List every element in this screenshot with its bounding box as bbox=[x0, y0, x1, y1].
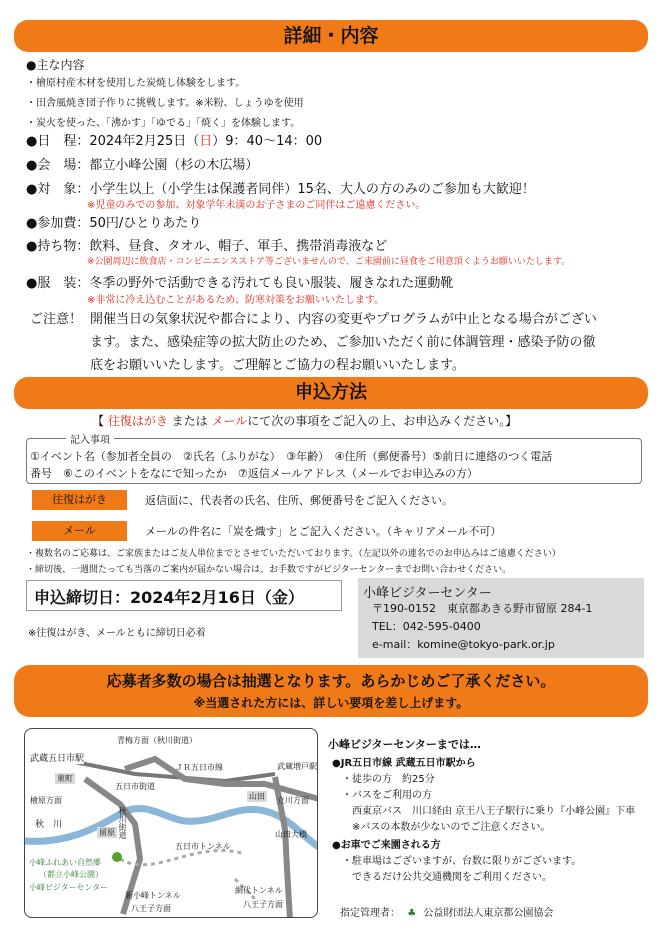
map-label-yamada-bridge: 山田大橋 bbox=[275, 830, 307, 839]
deadline-note: ※往復はがき、メールともに締切日必着 bbox=[28, 628, 206, 639]
map-label-oume: 青梅方面（秋川街道） bbox=[117, 736, 197, 745]
target-note: ※児童のみでの参加、対象学年未満のお子さまのご同伴はご遠慮ください。 bbox=[87, 200, 426, 211]
notice-line-2: ます。また、感染症等の拡大防止のため、ご参加いただく前に体調管理・感染予防の徹 bbox=[90, 335, 596, 350]
apply-note-2: ・締切後、一週間たっても当落のご案内が届かない場合は、お手数ですがビジターセンターまでお問い合わせください。 bbox=[26, 565, 512, 575]
apply-title: 申込方法 bbox=[295, 382, 367, 403]
intro-postcard: 往復はがき bbox=[107, 414, 168, 428]
intro-post: にて次の事項をご記入の上、お申込みください。】 bbox=[247, 414, 518, 428]
access-walk: ・徒歩の方 約25分 bbox=[342, 774, 435, 785]
map-label-itsukaichi-kaido: 五日市街道 bbox=[115, 782, 155, 791]
details-header bbox=[14, 20, 648, 52]
access-title: 小峰ビジターセンターまでは… bbox=[328, 738, 481, 751]
clothes-value: 冬季の野外で活動できる汚れても良い服装、履きなれた運動靴 bbox=[89, 276, 454, 291]
mail-label: メール bbox=[32, 521, 127, 541]
target-label: ●対 象： bbox=[26, 182, 90, 197]
access-bus: ・バスをご利用の方 bbox=[342, 790, 432, 801]
contact-tel: TEL：042-595-0400 bbox=[372, 620, 481, 633]
target-row bbox=[26, 178, 535, 197]
map-label-itsukaichi-station: 武蔵五日市駅 bbox=[30, 751, 84, 764]
fields-line-1: ①イベント名（参加者全員の ②氏名（ふりがな） ③年齢） ④住所（郵便番号）⑤前日に連絡のつく電話 bbox=[30, 450, 553, 463]
map-label-jr-line: ＪＲ五日市線 bbox=[175, 763, 223, 772]
fields-title: 記入事項 bbox=[66, 431, 114, 446]
intro-bracket-open: 【 bbox=[92, 414, 108, 428]
venue-row bbox=[26, 154, 258, 173]
map-label-itsukaichi-tunnel: 五日市トンネル bbox=[175, 842, 231, 851]
target-value: 小学生以上（小学生は保護者同伴）15名、大人の方のみのご参加も大歓迎！ bbox=[89, 182, 535, 197]
date-label: ●日 程： bbox=[26, 134, 90, 149]
belongings-row bbox=[26, 235, 387, 254]
main-item-1: ・檜原村産木材を使用した炭焼し体験をします。 bbox=[26, 78, 246, 89]
apply-header bbox=[14, 377, 648, 409]
access-car-line-2: できるだけ公共交通機関をご利用ください。 bbox=[352, 872, 552, 883]
map-label-hachioji-1: 八王子方面 bbox=[131, 904, 171, 913]
lottery-title: 応募者多数の場合は抽選となります。あらかじめご了承ください。 bbox=[106, 672, 556, 690]
venue-value: 都立小峰公園（杉の木広場） bbox=[89, 158, 259, 173]
fee-row bbox=[26, 212, 201, 231]
contact-address: 〒190-0152 東京都あきる野市留原 284-1 bbox=[372, 602, 593, 615]
map-label-higashimachi: 東町 bbox=[57, 774, 73, 783]
manager-row bbox=[340, 904, 553, 919]
notice-line-1: 開催当日の気象状況や都合により、内容の変更やプログラムが中止となる場合がござい bbox=[90, 312, 597, 327]
notice-label: ご注意！ bbox=[30, 312, 83, 327]
intro-mail: メール bbox=[211, 414, 248, 428]
map-label-hachioji-2: 八王子方面 bbox=[243, 900, 283, 909]
manager-label: 指定管理者： bbox=[340, 908, 400, 919]
mail-text: メールの件名に「炭を熾す」とご記入ください。（キャリアメール不可） bbox=[145, 525, 502, 538]
lottery-note: ※当選された方には、詳しい要項を差し上げます。 bbox=[193, 696, 469, 710]
map-label-masuko-station: 武蔵増戸駅 bbox=[277, 762, 317, 771]
map-label-hinohara: 檜原方面 bbox=[30, 796, 62, 805]
map-label-yamada: 山田 bbox=[249, 792, 265, 801]
fee-value: 50円/ひとりあたり bbox=[89, 216, 202, 231]
date-value: 2024年2月25日（ bbox=[89, 134, 200, 149]
access-map bbox=[24, 728, 318, 918]
lottery-banner bbox=[14, 665, 648, 717]
clothes-label: ●服 装： bbox=[26, 276, 90, 291]
map-label-visitor: 小峰ビジターセンター bbox=[29, 883, 109, 892]
apply-note-1: ・複数名のご応募は、ご家族またはご友人単位までとさせていただいております。（左記以外の連名でのお申込みはご遠慮ください） bbox=[26, 549, 561, 559]
intro-mid: または bbox=[167, 414, 212, 428]
access-car-header: ●お車でご来園される方 bbox=[332, 840, 441, 851]
belongings-label: ●持ち物： bbox=[26, 239, 90, 254]
date-time: ）9：40～14：00 bbox=[212, 134, 323, 149]
deadline: 申込締切日：2024年2月16日（金） bbox=[34, 588, 304, 607]
map-label-park: 小峰ふれあい自然郷 bbox=[29, 858, 101, 867]
fields-line-2: 番号 ⑥このイベントをなにで知ったか ⑦返信メールアドレス（メールでお申込みの方） bbox=[30, 467, 478, 480]
fee-label: ●参加費： bbox=[26, 216, 90, 231]
clothes-row bbox=[26, 272, 453, 291]
map-label-park-sub: （都立小峰公園） bbox=[39, 870, 103, 879]
details-section bbox=[26, 56, 646, 134]
main-item-2: ・田舎風焼き団子作りに挑戦します。※米粉、しょうゆを使用 bbox=[26, 98, 304, 109]
details-title: 詳細・内容 bbox=[283, 25, 379, 47]
belongings-note: ※公園周辺に飲食店・コンビニエンスストア等ございませんので、ご来園前に昼食をご用意頂くようお願いいたします。 bbox=[87, 257, 571, 267]
venue-label: ●会 場： bbox=[26, 158, 90, 173]
map-label-tategawa: 立川方面 bbox=[277, 796, 309, 805]
manager-name: 公益財団法人東京都公園協会 bbox=[423, 908, 554, 919]
postcard-label: 往復はがき bbox=[32, 490, 127, 510]
contact-name: 小峰ビジターセンター bbox=[363, 586, 492, 601]
river-akigawa bbox=[25, 808, 318, 847]
access-bus-detail: 西東京バス 川口経由 京王八王子駅行に乗り『小峰公園』下車 bbox=[352, 806, 636, 817]
manager-logo-icon: ♣ bbox=[407, 908, 417, 919]
map-label-akigawa-kaido: 秋川街道 bbox=[118, 807, 127, 839]
date-row bbox=[26, 130, 322, 149]
main-content-header: ●主な内容 bbox=[26, 58, 85, 72]
contact-email: e-mail：komine@tokyo-park.or.jp bbox=[372, 638, 555, 651]
belongings-value: 飲料、昼食、タオル、帽子、軍手、携帯消毒液など bbox=[89, 239, 388, 254]
clothes-note: ※非常に冷え込むことがあるため、防寒対策をお願いいたします。 bbox=[87, 295, 385, 306]
access-car-line-1: ・駐車場はございますが、台数に限りがございます。 bbox=[342, 856, 582, 867]
main-item-3: ・炭火を使った、「沸かす」「ゆでる」「焼く」を体験します。 bbox=[26, 118, 301, 129]
apply-intro bbox=[92, 412, 517, 429]
postcard-text: 返信面に、代表者の氏名、住所、郵便番号をご記入ください。 bbox=[145, 494, 453, 507]
contact-box bbox=[358, 578, 644, 658]
access-jr-header: ●JR五日市線 武蔵五日市駅から bbox=[332, 758, 476, 769]
map-label-amiyo-tunnel: 網代トンネル bbox=[235, 886, 283, 895]
date-day: 日 bbox=[199, 134, 213, 149]
map-label-new-komine-tunnel: 新小峰トンネル bbox=[125, 891, 181, 900]
map-label-tomebara: 留原 bbox=[99, 828, 115, 837]
park-marker bbox=[112, 852, 122, 862]
access-bus-note: ※バスの本数が少ないのでご注意ください。 bbox=[352, 822, 551, 833]
map-label-akigawa: 秋 川 bbox=[35, 820, 63, 830]
notice-line-3: 底をお願いいたします。ご理解とご協力の程お願いいたします。 bbox=[90, 358, 465, 373]
